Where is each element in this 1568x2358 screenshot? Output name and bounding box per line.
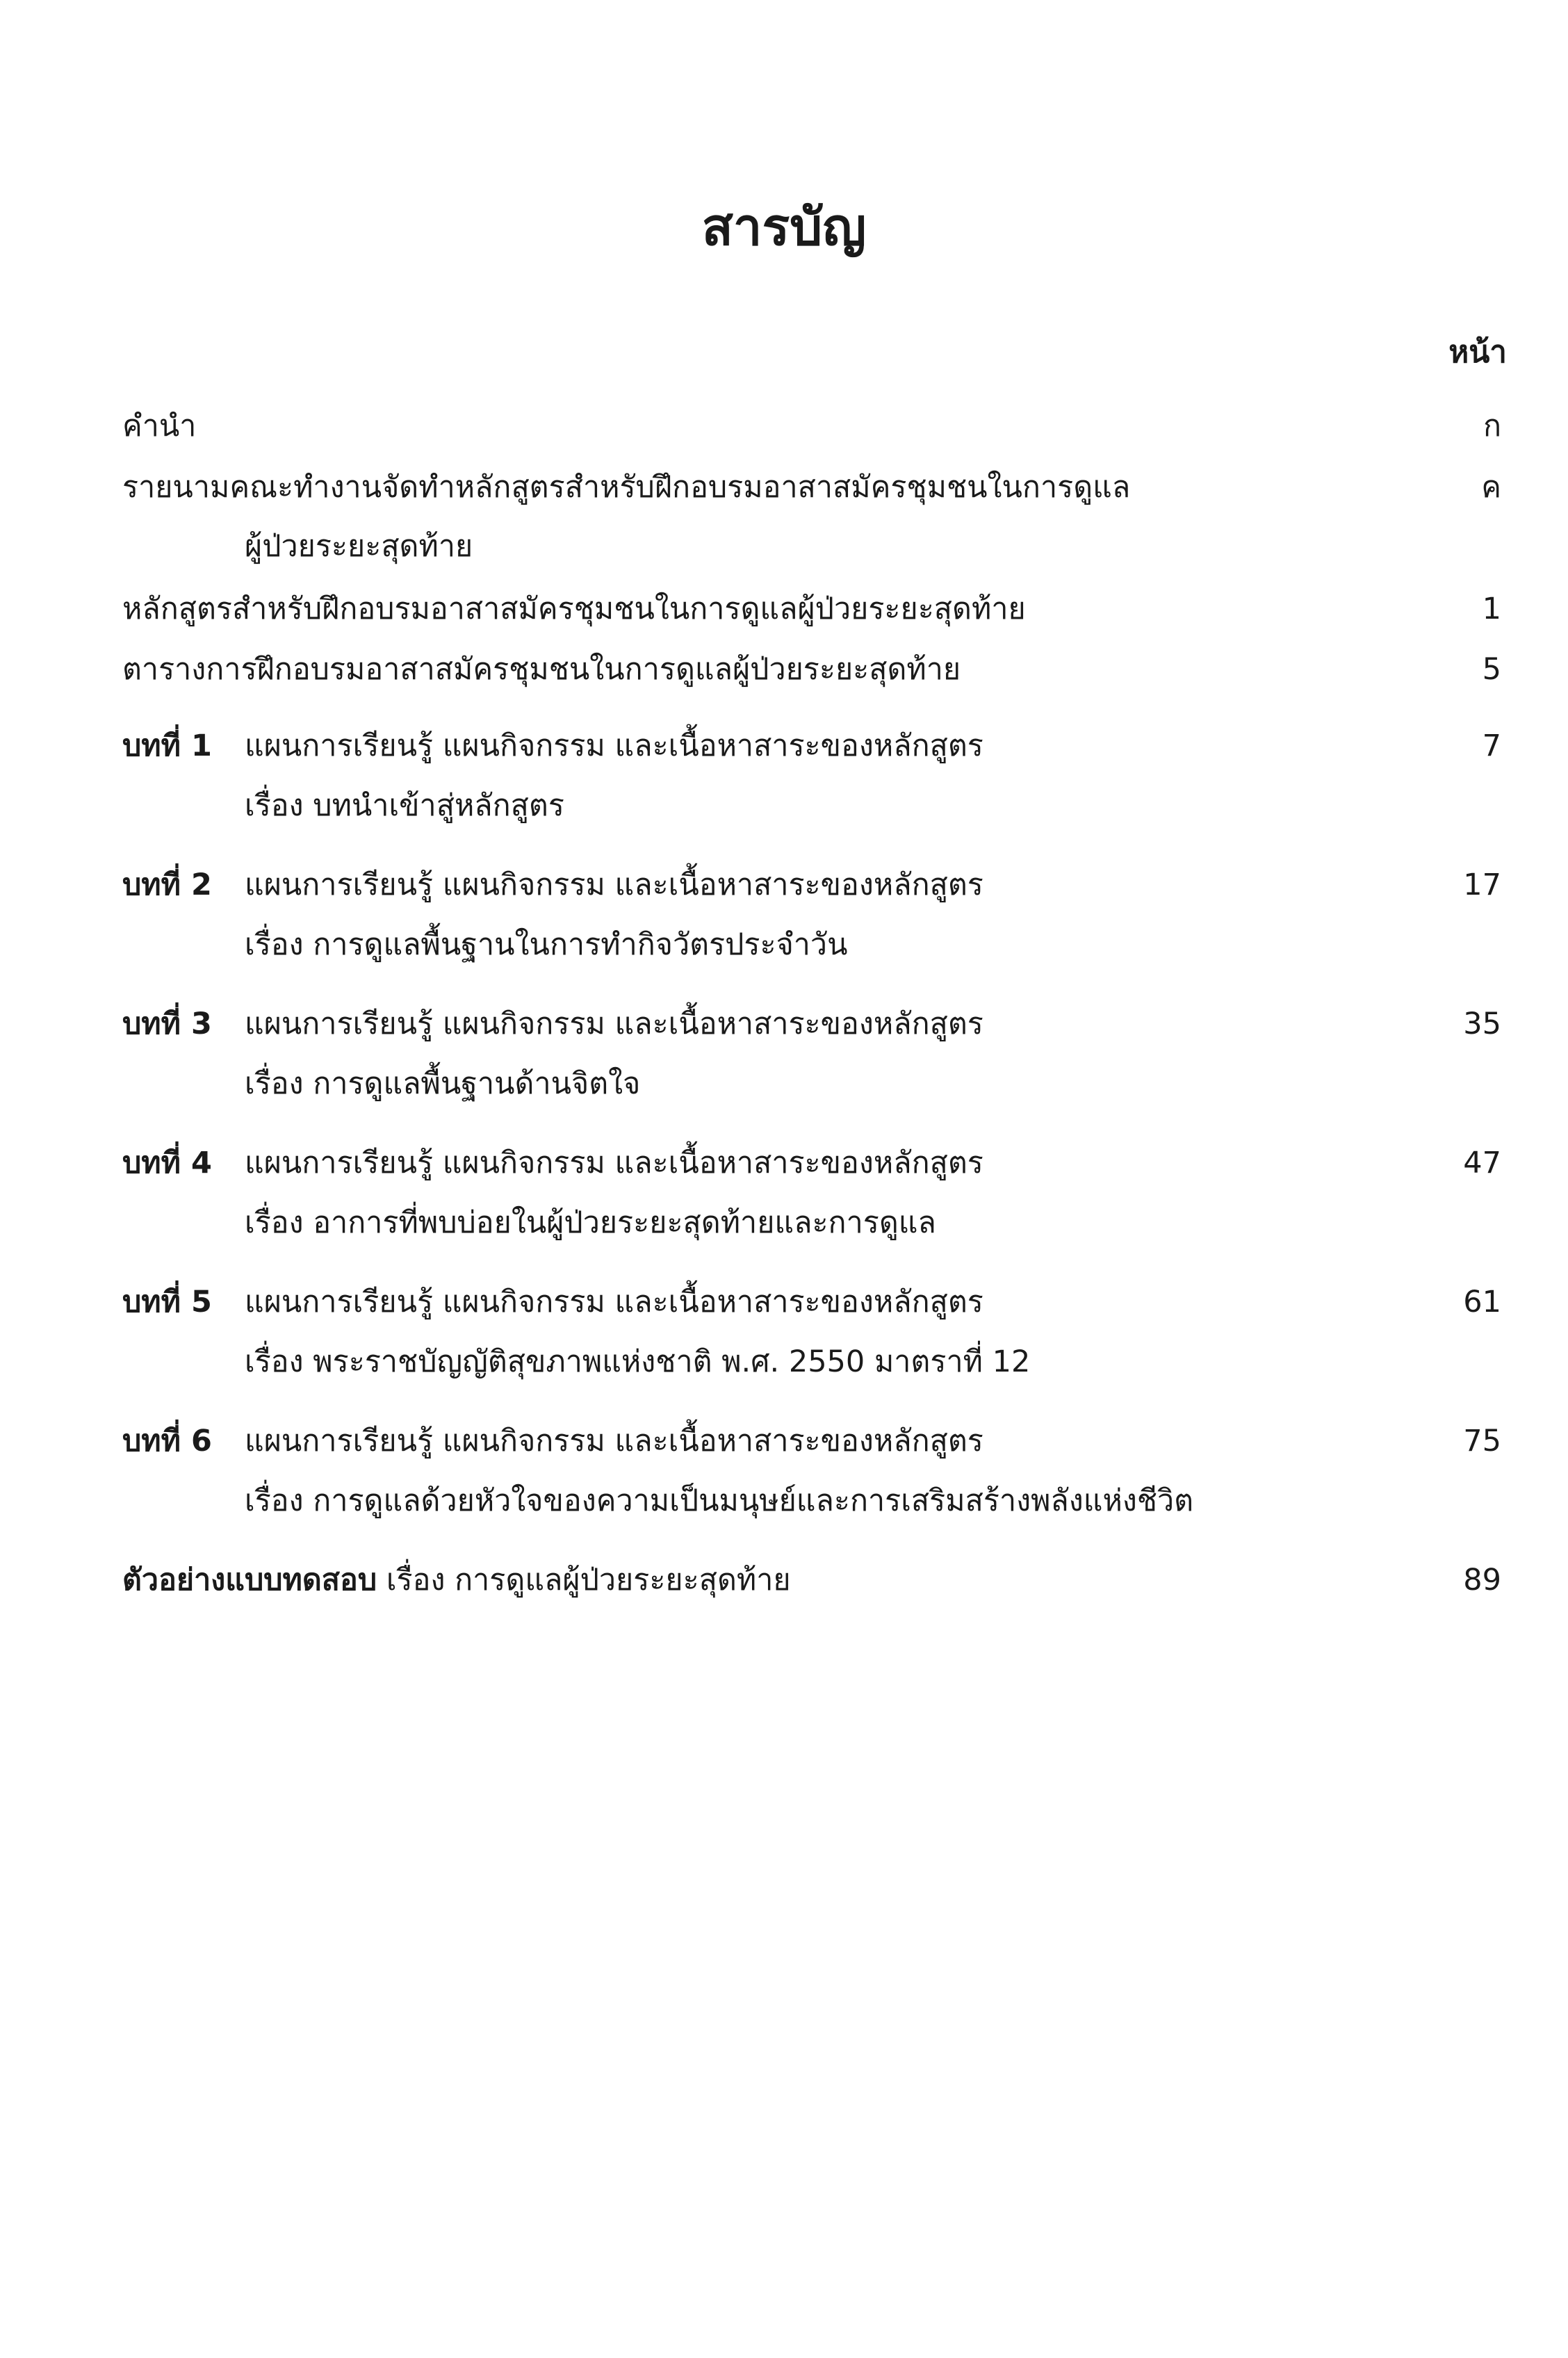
chapter-subject-line: เรื่อง บทนำเข้าสู่หลักสูตร [245,788,564,823]
chapter-label: บทที่ 2 [122,868,212,902]
toc-page-number: 17 [1463,868,1501,902]
toc-entry-schedule: ตารางการฝึกอบรมอาสาสมัครชุมชนในการดูแลผู้ป่วยระยะสุดท้าย [122,652,961,687]
chapter-label: บทที่ 3 [122,1007,212,1041]
chapter-label: บทที่ 5 [122,1285,212,1319]
toc-entry-working-group-cont: ผู้ป่วยระยะสุดท้าย [245,529,473,564]
chapter-title-line: แผนการเรียนรู้ แผนกิจกรรม และเนื้อหาสาระของหลักสูตร [245,1424,983,1458]
chapter-label: บทที่ 4 [122,1146,212,1180]
toc-page-number: 1 [1482,592,1501,626]
chapter-label: บทที่ 6 [122,1424,212,1458]
toc-page-number: 7 [1482,729,1501,763]
toc-page-number: ค [1481,470,1501,505]
chapter-title-line: แผนการเรียนรู้ แผนกิจกรรม และเนื้อหาสาระของหลักสูตร [245,1007,983,1041]
toc-page-number: 89 [1463,1563,1501,1597]
page-title: สารบัญ [701,197,867,257]
toc-entry-working-group: รายนามคณะทำงานจัดทำหลักสูตรสำหรับฝึกอบรมอาสาสมัครชุมชนในการดูแล [122,470,1131,505]
toc-page-number: 47 [1463,1146,1501,1180]
chapter-subject-line: เรื่อง การดูแลด้วยหัวใจของความเป็นมนุษย์และการเสริมสร้างพลังแห่งชีวิต [245,1483,1194,1518]
chapter-title-line: แผนการเรียนรู้ แผนกิจกรรม และเนื้อหาสาระของหลักสูตร [245,729,983,763]
toc-page-number: 5 [1482,652,1501,687]
toc-entry-foreword: คำนำ [122,409,197,444]
chapter-title-line: แผนการเรียนรู้ แผนกิจกรรม และเนื้อหาสาระของหลักสูตร [245,1146,983,1180]
chapter-subject-line: เรื่อง อาการที่พบบ่อยในผู้ป่วยระยะสุดท้ายและการดูแล [245,1205,936,1240]
sample-test-label: ตัวอย่างแบบทดสอบ [122,1563,377,1597]
page-column-header: หน้า [1448,334,1507,370]
toc-page-number: 61 [1463,1285,1501,1319]
chapter-label: บทที่ 1 [122,729,212,763]
toc-page-number: 75 [1463,1424,1501,1458]
toc-page-number: 35 [1463,1007,1501,1041]
toc-entry-sample-test [122,1563,791,1597]
chapter-subject-line: เรื่อง การดูแลพื้นฐานในการทำกิจวัตรประจำวัน [245,927,848,962]
chapter-subject-line: เรื่อง การดูแลพื้นฐานด้านจิตใจ [245,1066,641,1101]
chapter-title-line: แผนการเรียนรู้ แผนกิจกรรม และเนื้อหาสาระของหลักสูตร [245,1285,983,1319]
chapter-title-line: แผนการเรียนรู้ แผนกิจกรรม และเนื้อหาสาระของหลักสูตร [245,868,983,902]
toc-page-number: ก [1483,409,1501,444]
sample-test-subject: เรื่อง การดูแลผู้ป่วยระยะสุดท้าย [377,1563,791,1597]
toc-entry-curriculum: หลักสูตรสำหรับฝึกอบรมอาสาสมัครชุมชนในการดูแลผู้ป่วยระยะสุดท้าย [122,592,1026,626]
chapter-subject-line: เรื่อง พระราชบัญญัติสุขภาพแห่งชาติ พ.ศ. 2550 มาตราที่ 12 [245,1344,1031,1379]
